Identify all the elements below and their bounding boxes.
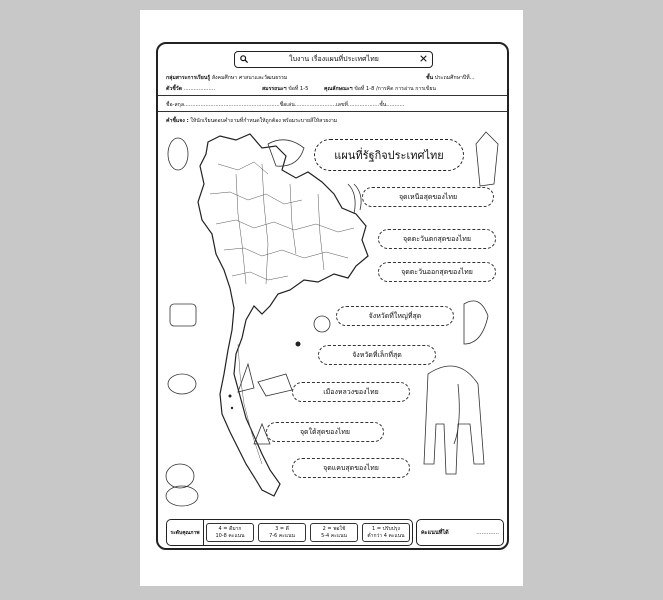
plant-drawing: [348, 184, 361, 214]
rubric-level: [310, 523, 358, 542]
rubric-grade: 3 = ดี: [275, 526, 289, 532]
worksheet-title: ใบงาน เรื่องแผนที่ประเทศไทย: [289, 55, 379, 63]
rubric-score: 10-8 คะแนน: [215, 532, 245, 539]
attributes-label: คุณลักษณะฯ: [324, 86, 353, 92]
figure-drawing: [168, 138, 188, 170]
question-box[interactable]: จุดเหนือสุดของไทย: [362, 187, 494, 207]
subject-value: สังคมศึกษา ศาสนาและวัฒนธรรม: [211, 75, 288, 81]
rubric-level: [206, 523, 254, 542]
bird-drawing: [268, 140, 304, 166]
rubric-label-line1: ระดับ: [170, 529, 183, 536]
question-box[interactable]: เมืองหลวงของไทย: [292, 382, 410, 402]
rubric-level: [258, 523, 306, 542]
score-label: คะแนนที่ได้: [421, 529, 449, 536]
attributes-value: ข้อที่ 1-8 /การคิด การอ่าน การเขียน: [354, 86, 436, 92]
question-box[interactable]: จุดตะวันตกสุดของไทย: [378, 229, 496, 249]
boat-drawing: [258, 374, 292, 396]
competency-value: ข้อที่ 1-5: [288, 86, 309, 92]
question-box[interactable]: จังหวัดที่ใหญ่ที่สุด: [336, 306, 454, 326]
guardian-drawing: [476, 132, 498, 186]
grade-label: ชั้น: [426, 75, 434, 81]
monk-drawing: [464, 301, 488, 344]
rubric-label: [167, 520, 204, 545]
instruction-text: ให้นักเรียนตอบคำถามที่กำหนดให้ถูกต้อง พร้อมระบายสีให้สวยงาม: [190, 118, 338, 124]
instruction-label: คำชี้แจง :: [166, 118, 189, 124]
question-box[interactable]: จังหวัดที่เล็กที่สุด: [318, 345, 436, 365]
rubric-grade: 2 = พอใช้: [322, 526, 346, 532]
competency-label: สมรรถนะฯ: [262, 86, 287, 92]
rubric-grade: 4 = ดีมาก: [218, 526, 242, 532]
food-drawing: [168, 374, 196, 394]
name-line[interactable]: ชื่อ-สกุล..........................................................ชื่อเล่น.........................เลขที่...................ชั้น...........: [166, 102, 405, 108]
indicator-value: ...................: [183, 86, 216, 92]
score-value[interactable]: .............: [476, 529, 499, 536]
rubric-label-line2: คุณภาพ: [182, 529, 200, 536]
rubric-score: 7-6 คะแนน: [269, 532, 295, 539]
grade-value: ประถมศึกษาปีที่...: [434, 75, 475, 81]
tuktuk-drawing: [170, 304, 196, 326]
elephant-drawing: [424, 366, 484, 474]
rubric-grade: 1 = ปรับปรุง: [372, 526, 400, 532]
subject-label: กลุ่มสาระการเรียนรู้: [166, 75, 211, 81]
rubric-score: 5-4 คะแนน: [321, 532, 347, 539]
main-title: แผนที่รัฐกิจประเทศไทย: [314, 139, 464, 171]
rubric-level: [362, 523, 410, 542]
bowl-drawing: [166, 464, 194, 488]
question-box[interactable]: จุดใต้สุดของไทย: [266, 422, 384, 442]
question-box[interactable]: จุดแคบสุดของไทย: [292, 458, 410, 478]
durian-drawing: [314, 316, 330, 332]
quality-rubric: [166, 519, 413, 546]
rubric-score: ต่ำกว่า 4 คะแนน: [367, 532, 405, 539]
score-box[interactable]: [416, 519, 504, 546]
indicator-label: ตัวชี้วัด: [166, 86, 183, 92]
question-box[interactable]: จุดตะวันออกสุดของไทย: [378, 262, 496, 282]
worksheet-frame: [156, 42, 509, 550]
